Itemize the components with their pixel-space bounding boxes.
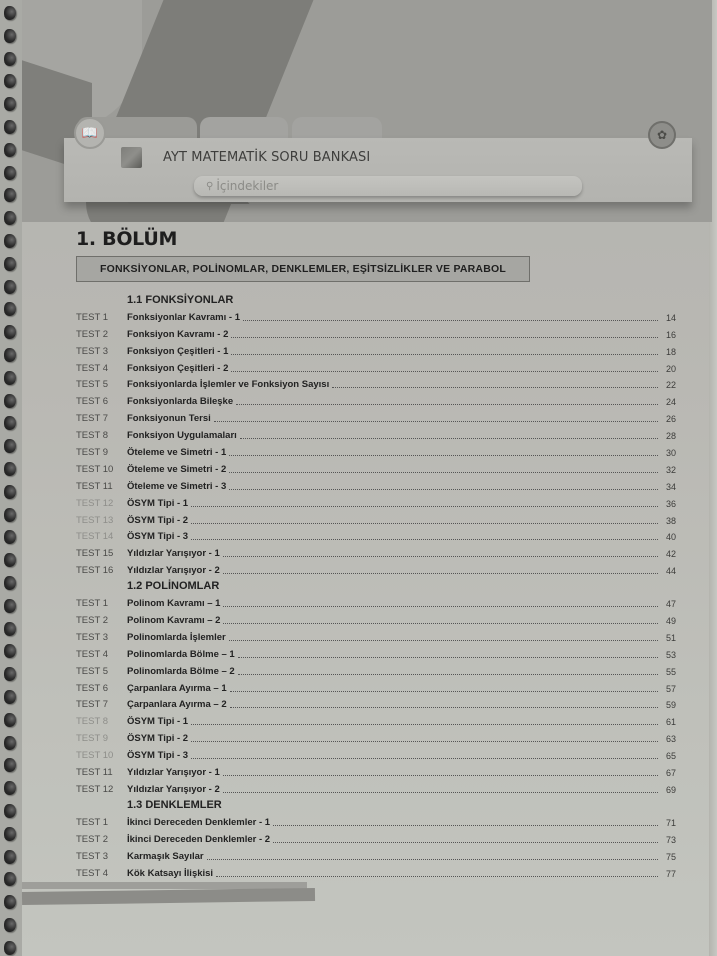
- test-number: TEST 5: [76, 665, 109, 677]
- page-number: 34: [665, 481, 676, 492]
- dot-leader: [191, 741, 658, 742]
- spiral-ring-icon: [4, 302, 16, 316]
- spiral-ring-icon: [4, 188, 16, 202]
- toc-entry: [76, 492, 676, 509]
- test-number: TEST 16: [76, 565, 114, 577]
- dot-leader: [243, 320, 658, 321]
- spiral-ring-icon: [4, 211, 16, 225]
- page-number: 20: [665, 363, 676, 374]
- spiral-ring-icon: [4, 895, 16, 909]
- test-number: TEST 4: [76, 867, 109, 879]
- test-title: Fonksiyon Uygulamaları: [127, 430, 237, 442]
- dot-leader: [223, 573, 658, 574]
- test-number: TEST 4: [76, 648, 109, 660]
- spiral-ring-icon: [4, 508, 16, 522]
- page-number: 65: [665, 751, 676, 762]
- test-number: TEST 15: [76, 548, 114, 560]
- test-title: Çarpanlara Ayırma – 2: [127, 699, 227, 711]
- dot-leader: [273, 842, 658, 843]
- dot-leader: [223, 606, 658, 607]
- header-banner: [22, 0, 712, 222]
- toc-entry: [76, 424, 676, 441]
- toc-entry: [76, 374, 676, 391]
- page-number: 55: [665, 666, 676, 677]
- toc-entry: [76, 694, 676, 711]
- test-title: Yıldızlar Yarışıyor - 2: [127, 783, 220, 795]
- page-number: 77: [665, 868, 676, 879]
- page-number: 44: [665, 566, 676, 577]
- toc-entry: [76, 357, 676, 374]
- test-number: TEST 1: [76, 598, 109, 610]
- spiral-ring-icon: [4, 827, 16, 841]
- toc-entry: [76, 509, 676, 526]
- test-title: Öteleme ve Simetri - 1: [127, 447, 227, 459]
- test-number: TEST 2: [76, 615, 109, 627]
- toc-entry: [76, 761, 676, 778]
- dot-leader: [231, 371, 658, 372]
- page-number: 57: [665, 683, 676, 694]
- page-number: 18: [665, 346, 676, 357]
- toc-entry: [76, 710, 676, 727]
- dot-leader: [240, 438, 658, 439]
- page-number: 71: [665, 817, 676, 828]
- dot-leader: [223, 775, 658, 776]
- spiral-ring-icon: [4, 462, 16, 476]
- spiral-ring-icon: [4, 74, 16, 88]
- test-number: TEST 8: [76, 716, 109, 728]
- toc-entry: [76, 458, 676, 475]
- search-label: İçindekiler: [216, 179, 279, 193]
- dot-leader: [191, 724, 658, 725]
- toc-entry: [76, 778, 676, 795]
- unit-title-box: [76, 256, 530, 282]
- dot-leader: [230, 691, 658, 692]
- test-number: TEST 5: [76, 379, 109, 391]
- spiral-ring-icon: [4, 97, 16, 111]
- dot-leader: [229, 489, 658, 490]
- spiral-ring-icon: [4, 52, 16, 66]
- toc-entry: [76, 542, 676, 559]
- chapter-title: 1. BÖLÜM: [76, 228, 178, 250]
- test-number: TEST 2: [76, 328, 109, 340]
- dot-leader: [191, 523, 658, 524]
- page-number: 38: [665, 515, 676, 526]
- page-number: 24: [665, 397, 676, 408]
- spiral-ring-icon: [4, 918, 16, 932]
- dot-leader: [207, 859, 658, 860]
- spiral-ring-icon: [4, 599, 16, 613]
- test-number: TEST 7: [76, 413, 109, 425]
- test-title: ÖSYM Tipi - 3: [127, 531, 189, 543]
- spiral-ring-icon: [4, 736, 16, 750]
- test-title: Yıldızlar Yarışıyor - 1: [127, 767, 220, 779]
- dot-leader: [229, 455, 658, 456]
- test-number: TEST 8: [76, 430, 109, 442]
- page-number: 61: [665, 717, 676, 728]
- test-number: TEST 9: [76, 447, 109, 459]
- dot-leader: [238, 674, 658, 675]
- toc-entry: [76, 862, 676, 879]
- test-number: TEST 6: [76, 682, 109, 694]
- spiral-ring-icon: [4, 439, 16, 453]
- spiral-ring-icon: [4, 29, 16, 43]
- test-title: ÖSYM Tipi - 1: [127, 716, 189, 728]
- toc-entry: [76, 306, 676, 323]
- spiral-ring-icon: [4, 166, 16, 180]
- spiral-ring-icon: [4, 804, 16, 818]
- test-number: TEST 11: [76, 480, 113, 492]
- test-title: Yıldızlar Yarışıyor - 1: [127, 548, 220, 560]
- test-title: Polinomlarda İşlemler: [127, 631, 226, 643]
- spiral-ring-icon: [4, 644, 16, 658]
- spiral-ring-icon: [4, 758, 16, 772]
- test-title: Polinomlarda Bölme – 1: [127, 648, 235, 660]
- spiral-ring-icon: [4, 485, 16, 499]
- spiral-ring-icon: [4, 622, 16, 636]
- dot-leader: [236, 404, 658, 405]
- page-number: 14: [665, 312, 676, 323]
- dot-leader: [332, 387, 658, 388]
- test-title: Öteleme ve Simetri - 2: [127, 463, 227, 475]
- test-title: Kök Katsayı İlişkisi: [127, 867, 214, 879]
- section-title: 1.2 POLİNOMLAR: [127, 580, 220, 593]
- page-number: 67: [665, 768, 676, 779]
- test-number: TEST 12: [76, 783, 114, 795]
- section-title: 1.3 DENKLEMLER: [127, 798, 222, 811]
- test-title: Çarpanlara Ayırma – 1: [127, 682, 227, 694]
- toc-entry: [76, 828, 676, 845]
- test-number: TEST 6: [76, 396, 109, 408]
- test-number: TEST 13: [76, 514, 114, 526]
- test-title: Fonksiyonlar Kavramı - 1: [127, 311, 240, 323]
- spiral-ring-icon: [4, 781, 16, 795]
- page-number: 40: [665, 532, 676, 543]
- spiral-ring-icon: [4, 257, 16, 271]
- dot-leader: [216, 876, 658, 877]
- app-icon: [121, 147, 142, 168]
- dot-leader: [223, 623, 658, 624]
- test-title: Fonksiyonlarda Bileşke: [127, 396, 234, 408]
- spiral-ring-icon: [4, 371, 16, 385]
- spiral-ring-icon: [4, 576, 16, 590]
- toc-entry: [76, 475, 676, 492]
- dot-leader: [223, 556, 658, 557]
- toc-entry: [76, 592, 676, 609]
- toc-entry: [76, 526, 676, 543]
- test-title: ÖSYM Tipi - 2: [127, 514, 189, 526]
- spiral-ring-icon: [4, 530, 16, 544]
- dot-leader: [231, 337, 658, 338]
- test-number: TEST 14: [76, 531, 114, 543]
- spiral-ring-icon: [4, 713, 16, 727]
- toc-entry: [76, 727, 676, 744]
- toc-entry: [76, 811, 676, 828]
- toc-entry: [76, 609, 676, 626]
- dot-leader: [214, 421, 658, 422]
- test-title: Fonksiyonlarda İşlemler ve Fonksiyon Sayısı: [127, 379, 330, 391]
- page-number: 73: [665, 834, 676, 845]
- spiral-ring-icon: [4, 143, 16, 157]
- spiral-ring-icon: [4, 667, 16, 681]
- test-title: İkinci Dereceden Denklemler - 1: [127, 816, 271, 828]
- toc-entry: [76, 845, 676, 862]
- app-title: AYT MATEMATİK SORU BANKASI: [163, 150, 371, 165]
- book-icon: 📖: [74, 117, 106, 149]
- test-number: TEST 2: [76, 833, 109, 845]
- test-title: Polinom Kavramı – 2: [127, 615, 221, 627]
- toc-entry: [76, 660, 676, 677]
- dot-leader: [223, 792, 658, 793]
- unit-title: FONKSİYONLAR, POLİNOMLAR, DENKLEMLER, EŞİTSİZLİKLER VE PARABOL: [100, 263, 506, 275]
- test-title: ÖSYM Tipi - 2: [127, 733, 189, 745]
- toc-entry: [76, 390, 676, 407]
- toc-entry: [76, 626, 676, 643]
- spiral-ring-icon: [4, 120, 16, 134]
- test-number: TEST 10: [76, 750, 114, 762]
- page-number: 26: [665, 414, 676, 425]
- page-number: 28: [665, 431, 676, 442]
- dot-leader: [191, 758, 658, 759]
- test-title: İkinci Dereceden Denklemler - 2: [127, 833, 271, 845]
- search-icon: ⚲: [206, 180, 214, 192]
- test-title: Öteleme ve Simetri - 3: [127, 480, 227, 492]
- test-number: TEST 7: [76, 699, 109, 711]
- test-title: Polinomlarda Bölme – 2: [127, 665, 235, 677]
- page-number: 75: [665, 851, 676, 862]
- test-title: Karmaşık Sayılar: [127, 850, 204, 862]
- spiral-ring-icon: [4, 6, 16, 20]
- test-title: Fonksiyonun Tersi: [127, 413, 211, 425]
- test-number: TEST 11: [76, 767, 113, 779]
- test-title: ÖSYM Tipi - 3: [127, 750, 189, 762]
- test-number: TEST 12: [76, 497, 114, 509]
- test-title: Fonksiyon Kavramı - 2: [127, 328, 229, 340]
- test-title: Polinom Kavramı – 1: [127, 598, 221, 610]
- test-number: TEST 3: [76, 631, 109, 643]
- page-number: 30: [665, 448, 676, 459]
- page-number: 32: [665, 464, 676, 475]
- test-title: Yıldızlar Yarışıyor - 2: [127, 565, 220, 577]
- page-number: 42: [665, 549, 676, 560]
- page-number: 47: [665, 599, 676, 610]
- test-number: TEST 1: [76, 311, 109, 323]
- page-number: 53: [665, 649, 676, 660]
- test-number: TEST 3: [76, 345, 109, 357]
- spiral-ring-icon: [4, 553, 16, 567]
- spiral-ring-icon: [4, 394, 16, 408]
- page-number: 51: [665, 632, 676, 643]
- spiral-ring-icon: [4, 325, 16, 339]
- dot-leader: [229, 472, 658, 473]
- dot-leader: [231, 354, 658, 355]
- toc-entry: [76, 340, 676, 357]
- dot-leader: [238, 657, 658, 658]
- dot-leader: [273, 825, 658, 826]
- spiral-ring-icon: [4, 690, 16, 704]
- dot-leader: [229, 640, 658, 641]
- toc-entry: [76, 744, 676, 761]
- toc-entry: [76, 643, 676, 660]
- dot-leader: [191, 506, 658, 507]
- toc-entry: [76, 441, 676, 458]
- spiral-ring-icon: [4, 872, 16, 886]
- toc-entry: [76, 677, 676, 694]
- test-title: Fonksiyon Çeşitleri - 2: [127, 362, 229, 374]
- test-number: TEST 1: [76, 816, 109, 828]
- spiral-ring-icon: [4, 280, 16, 294]
- test-number: TEST 9: [76, 733, 109, 745]
- dot-leader: [230, 707, 658, 708]
- spiral-ring-icon: [4, 348, 16, 362]
- publisher-logo-icon: ✿: [648, 121, 676, 149]
- spiral-ring-icon: [4, 850, 16, 864]
- spiral-ring-icon: [4, 941, 16, 955]
- page-number: 63: [665, 734, 676, 745]
- page-number: 36: [665, 498, 676, 509]
- test-title: ÖSYM Tipi - 1: [127, 497, 189, 509]
- spiral-ring-icon: [4, 416, 16, 430]
- test-title: Fonksiyon Çeşitleri - 1: [127, 345, 229, 357]
- page-number: 49: [665, 616, 676, 627]
- test-number: TEST 4: [76, 362, 109, 374]
- page-number: 22: [665, 380, 676, 391]
- test-number: TEST 3: [76, 850, 109, 862]
- toc-entry: [76, 559, 676, 576]
- spiral-ring-icon: [4, 234, 16, 248]
- toc-entry: [76, 407, 676, 424]
- page-number: 59: [665, 700, 676, 711]
- toc-entry: [76, 323, 676, 340]
- page-number: 16: [665, 329, 676, 340]
- page-number: 69: [665, 784, 676, 795]
- table-of-contents: [76, 290, 676, 879]
- section-title: 1.1 FONKSİYONLAR: [127, 294, 234, 306]
- dot-leader: [191, 539, 658, 540]
- search-bar: [194, 176, 582, 196]
- test-number: TEST 10: [76, 463, 114, 475]
